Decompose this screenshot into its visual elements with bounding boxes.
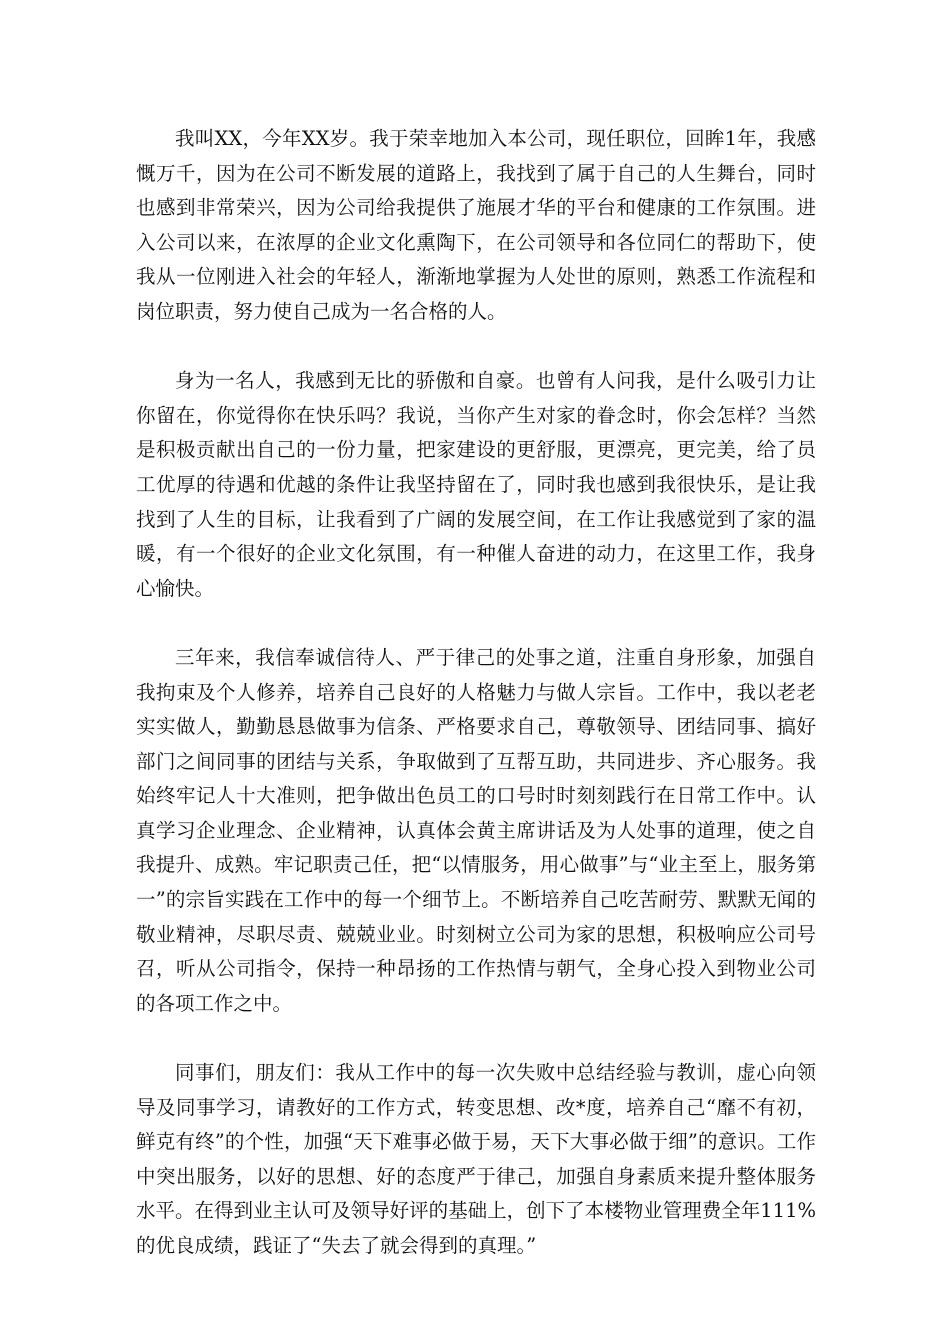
paragraph-3: 三年来，我信奉诚信待人、严于律己的处事之道，注重自身形象，加强自我拘束及个人修养，培养自己良好的人格魅力与做人宗旨。工作中，我以老老实实做人，勤勤恳恳做事为信条、严格要求自己，尊敬领导、团结同事、搞好部门之间同事的团结与关系，争取做到了互帮互助，共同进步、齐心服务。我始终牢记人十大准则，把争做出色员工的口号时时刻刻践行在日常工作中。认真学习企业理念、企业精神，认真体会黄主席讲话及为人处事的道理，使之自我提升、成熟。牢记职责己任，把“以情服务，用心做事”与“业主至上，服务第一”的宗旨实践在工作中的每一个细节上。不断培养自己吃苦耐劳、默默无闻的敬业精神，尽职尽责、兢兢业业。时刻树立公司为家的思想，积极响应公司号召，听从公司指令，保持一种昂扬的工作热情与朝气，全身心投入到物业公司的各项工作之中。 xyxy=(136,645,816,1015)
document-body xyxy=(136,122,816,1298)
paragraph-1: 我叫XX，今年XX岁。我于荣幸地加入本公司，现任职位，回眸1年，我感慨万千，因为在公司不断发展的道路上，我找到了属于自己的人生舞台，同时也感到非常荣兴，因为公司给我提供了施展才华的平台和健康的工作氛围。进入公司以来，在浓厚的企业文化熏陶下，在公司领导和各位同仁的帮助下，使我从一位刚进入社会的年轻人，渐渐地掌握为人处世的原则，熟悉工作流程和岗位职责，努力使自己成为一名合格的人。 xyxy=(136,127,816,323)
paragraph-2: 身为一名人，我感到无比的骄傲和自豪。也曾有人问我，是什么吸引力让你留在，你觉得你在快乐吗？我说，当你产生对家的眷念时，你会怎样？当然是积极贡献出自己的一份力量，把家建设的更舒服，更漂亮，更完美，给了员工优厚的待遇和优越的条件让我坚持留在了，同时我也感到我很快乐，是让我找到了人生的目标，让我看到了广阔的发展空间，在工作让我感觉到了家的温暖，有一个很好的企业文化氛围，有一种催人奋进的动力，在这里工作，我身心愉快。 xyxy=(136,369,816,600)
paragraph-4: 同事们，朋友们：我从工作中的每一次失败中总结经验与教训，虚心向领导及同事学习，请教好的工作方式，转变思想、改*度，培养自己“靡不有初，鲜克有终”的个性，加强“天下难事必做于易，天下大事必做于细”的意识。工作中突出服务，以好的思想、好的态度严于律己，加强自身素质来提升整体服务水平。在得到业主认可及领导好评的基础上，创下了本楼物业管理费全年111%的优良成绩，践证了“失去了就会得到的真理。” xyxy=(136,1061,816,1257)
